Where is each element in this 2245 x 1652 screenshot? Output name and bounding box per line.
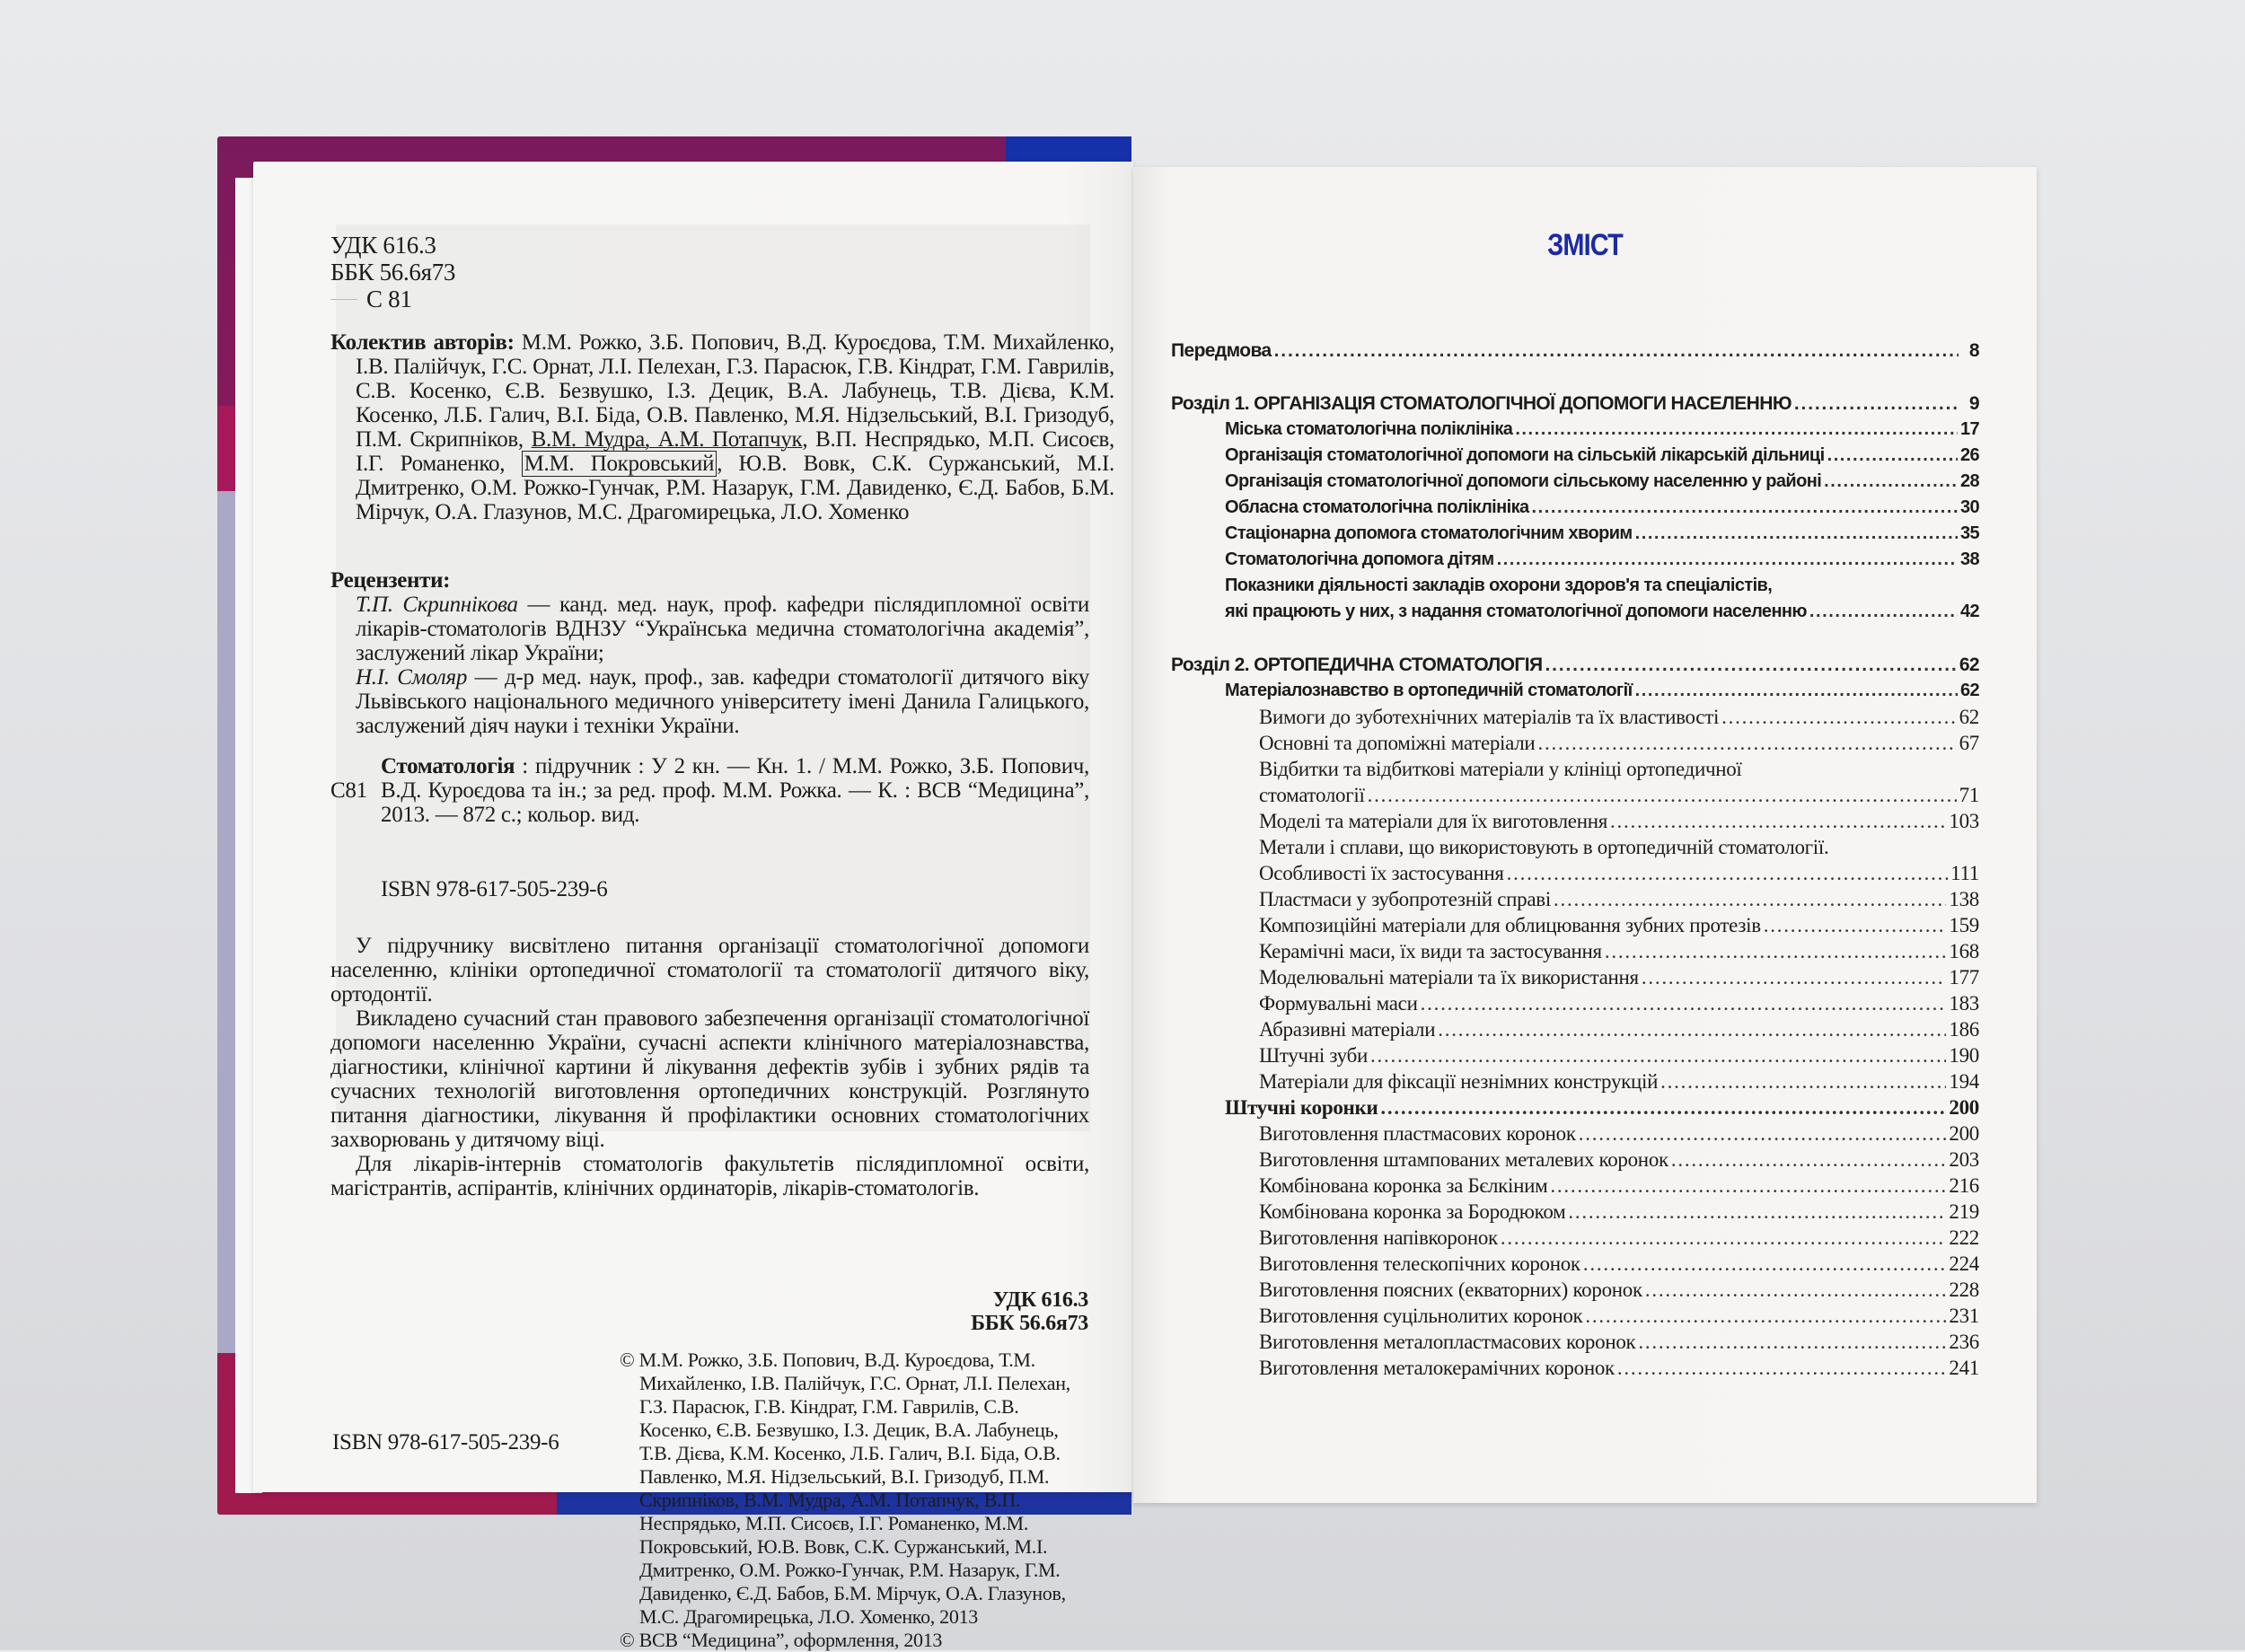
toc-entry[interactable]: Матеріали для фіксації незнімних конструкцій . . . 194: [1171, 1068, 1979, 1094]
toc-entry-preface[interactable]: Передмова . . . 8: [1171, 338, 1979, 364]
biblio-description: : підручник : У 2 кн. — Кн. 1. / М.М. Рожко, З.Б. Попович, В.Д. Куроєдова та ін.; за ред. проф. М.М. Рожка. — К. : ВСВ “Медицина”, 2013. — 872 с.; кольор. вид.: [381, 754, 1089, 827]
toc-entry[interactable]: Виготовлення пластмасових коронок . . . 200: [1171, 1120, 1979, 1147]
copyright-publisher: © ВСВ “Медицина”, оформлення, 2013: [620, 1629, 943, 1651]
isbn-bottom: ISBN 978-617-505-239-6: [332, 1430, 559, 1454]
authors-block: [330, 330, 1114, 524]
author-mark: С 81: [330, 286, 455, 312]
copyright-authors: © М.М. Рожко, З.Б. Попович, В.Д. Куроєдова, Т.М. Михайленко, І.В. Палійчук, Г.С. Орнат, Л.І. Пелехан, Г.З. Парасюк, Г.В. Кіндрат, Г.М. Гаврилів, С.В. Косенко, Є.В. Безвушко, І.З. Децик, В.А. Лабунець, Т.В. Дієва, К.М. Косенко, Л.Б. Галич, В.І. Біда, О.В. Павленко, М.Я. Нідзельський, В.І. Гризодуб, П.М. Скрипніков, В.М. Мудра, А.М. Потапчук, В.П. Неспрядько, М.П. Сисоєв, І.Г. Романенко, М.М. Покровський, Ю.В. Вовк, С.К. Суржанський, М.І. Дмитренко, О.М. Рожко-Гунчак, Р.М. Назарук, Г.М. Давиденко, Є.Д. Бабов, Б.М. Мірчук, О.А. Глазунов, М.С. Драгомирецька, Л.О. Хоменко, 2013: [620, 1349, 1070, 1628]
toc-entry[interactable]: Виготовлення металопластмасових коронок . . . 236: [1171, 1329, 1979, 1355]
toc-entry[interactable]: Особливості їх застосування . . . 111: [1171, 860, 1979, 886]
reviewer-desc: — канд. мед. наук, проф. кафедри післядипломної освіти лікарів-стоматологів ВДНЗУ “Українська медична стоматологічна академія”, заслужений лікар України;: [356, 593, 1089, 665]
authors-text-3: , Ю.В. Вовк, С.К. Суржанський, М.І. Дмитренко, О.М. Рожко-Гунчак, Р.М. Назарук, Г.М. Давиденко, Є.Д. Бабов, Б.М. Мірчук, О.А. Глазунов, М.С. Драгомирецька, Л.О. Хоменко: [356, 452, 1114, 524]
toc-entry[interactable]: Комбінована коронка за Бєлкіним . . . 216: [1171, 1173, 1979, 1199]
isbn: ISBN 978-617-505-239-6: [381, 877, 608, 901]
authors-underlined: В.М. Мудра, А.М. Потапчук: [531, 427, 803, 452]
bbk-code: ББК 56.6я73: [971, 1312, 1088, 1335]
left-page: [253, 162, 1133, 1651]
bibliographic-record: [330, 754, 1089, 827]
toc-entry[interactable]: Штучні зуби . . . 190: [1171, 1042, 1979, 1068]
authors-label: Колектив авторів:: [330, 330, 515, 355]
toc-entry-materials[interactable]: Матеріалознавство в ортопедичній стоматології . . . 62: [1171, 678, 1979, 704]
toc-entry[interactable]: Виготовлення напівкоронок . . . 222: [1171, 1225, 1979, 1251]
toc-entry-line1[interactable]: Показники діяльності закладів охорони здоров'я та спеціалістів,: [1225, 576, 1773, 595]
reviewer-name: Н.І. Смоляр: [356, 665, 468, 690]
toc-entry[interactable]: Пластмаси у зубопротезній справі . . . 138: [1171, 886, 1979, 912]
toc-entry[interactable]: Вимоги до зуботехнічних матеріалів та їх властивості . . . 62: [1171, 704, 1979, 730]
toc-entry[interactable]: Виготовлення металокерамічних коронок . . . 241: [1171, 1355, 1979, 1381]
reviewer-item: [330, 593, 1089, 665]
toc-entry[interactable]: Виготовлення штампованих металевих коронок . . . 203: [1171, 1147, 1979, 1173]
toc-entry[interactable]: Виготовлення телескопічних коронок . . . 224: [1171, 1251, 1979, 1277]
toc-entry-section-1[interactable]: Розділ 1. ОРГАНІЗАЦІЯ СТОМАТОЛОГІЧНОЇ ДОПОМОГИ НАСЕЛЕННЮ . . . 9: [1171, 391, 1979, 417]
toc-entry[interactable]: Організація стоматологічної допомоги сільському населенню у районі . . . 28: [1171, 469, 1979, 495]
authors-text-2: , В.П. Неспрядько, М.П. Сисоєв, І.Г. Романенко,: [356, 427, 1114, 476]
toc-entry-section-2[interactable]: Розділ 2. ОРТОПЕДИЧНА СТОМАТОЛОГІЯ . . . 62: [1171, 652, 1979, 678]
toc-entry[interactable]: Виготовлення суцільнолитих коронок . . . 231: [1171, 1303, 1979, 1329]
udk-code: УДК 616.3: [992, 1288, 1088, 1312]
toc-entry[interactable]: які працюють у них, з надання стоматологічної допомоги населенню . . . 42: [1171, 599, 1979, 625]
copyright-block: [620, 1349, 1078, 1652]
biblio-title: Стоматологія: [381, 754, 515, 778]
toc-entry-crowns[interactable]: Штучні коронки . . . 200: [1171, 1094, 1979, 1120]
toc-entry[interactable]: Організація стоматологічної допомоги на сільській лікарській дільниці . . . 26: [1171, 443, 1979, 469]
reviewers-block: [330, 568, 1089, 738]
toc-entry[interactable]: Абразивні матеріали . . . 186: [1171, 1016, 1979, 1042]
page-title: ЗМІСТ: [1547, 228, 1623, 262]
toc-entry[interactable]: Моделі та матеріали для їх виготовлення . . . 103: [1171, 808, 1979, 834]
toc-entry-line1[interactable]: Відбитки та відбиткові матеріали у клініці ортопедичної: [1259, 758, 1742, 780]
bbk-code: ББК 56.6я73: [330, 259, 456, 286]
toc-entry[interactable]: Основні та допоміжні матеріали . . . 67: [1171, 730, 1979, 756]
reviewer-item: [330, 665, 1089, 738]
abstract: [330, 934, 1089, 1200]
toc-entry[interactable]: Міська стоматологічна поліклініка . . . 17: [1171, 417, 1979, 443]
toc-entry[interactable]: Виготовлення поясних (екваторних) коронок . . . 228: [1171, 1277, 1979, 1303]
toc-entry[interactable]: Стаціонарна допомога стоматологічним хворим . . . 35: [1171, 521, 1979, 547]
reviewer-name: Т.П. Скрипнікова: [356, 593, 518, 617]
toc-entry[interactable]: Керамічні маси, їх види та застосування . . . 168: [1171, 938, 1979, 964]
udk-code: УДК 616.3: [330, 232, 436, 259]
toc-entry[interactable]: Обласна стоматологічна поліклініка . . . 30: [1171, 495, 1979, 521]
authors-text-1: М.М. Рожко, З.Б. Попович, В.Д. Куроєдова, Т.М. Михайленко, І.В. Палійчук, Г.С. Орнат, Л.І. Пелехан, Г.З. Парасюк, Г.В. Кіндрат, Г.М. Гаврилів, С.В. Косенко, Є.В. Безвушко, І.З. Децик, В.А. Лабунець, Т.В. Дієва, К.М. Косенко, Л.Б. Галич, В.І. Біда, О.В. Павленко, М.Я. Нідзельський, В.І. Гризодуб, П.М. Скрипніков,: [356, 330, 1114, 452]
toc-entry[interactable]: стоматології . . . 71: [1171, 782, 1979, 808]
toc-entry[interactable]: Стоматологічна допомога дітям . . . 38: [1171, 547, 1979, 573]
biblio-code: С81: [330, 778, 367, 803]
toc-entry-line1[interactable]: Метали і сплави, що використовують в ортопедичній стоматології.: [1259, 836, 1829, 858]
abstract-paragraph: Для лікарів-інтернів стоматологів факультетів післядипломної освіти, магістрантів, аспірантів, клінічних ординаторів, лікарів-стоматологів.: [330, 1152, 1089, 1200]
classification-codes: [330, 232, 455, 312]
toc-entry[interactable]: Формувальні маси . . . 183: [1171, 990, 1979, 1016]
table-of-contents: [1171, 338, 1979, 1381]
right-page: [1133, 167, 2037, 1503]
toc-entry[interactable]: Моделювальні матеріали та їх використання . . . 177: [1171, 964, 1979, 990]
abstract-paragraph: У підручнику висвітлено питання організації стоматологічної допомоги населенню, клініки ортопедичної стоматології та стоматології дитячого віку, ортодонтії.: [330, 934, 1089, 1006]
reviewer-desc: — д-р мед. наук, проф., зав. кафедри стоматології дитячого віку Львівського національного медичного університету імені Данила Галицького, заслужений діяч науки і техніки України.: [356, 665, 1089, 738]
authors-boxed-name: М.М. Покровський: [522, 451, 718, 477]
toc-entry[interactable]: Композиційні матеріали для облицювання зубних протезів . . . 159: [1171, 912, 1979, 938]
classification-codes-bottom: [819, 1288, 1088, 1335]
abstract-paragraph: Викладено сучасний стан правового забезпечення організації стоматологічної допомоги населенню України, сучасні аспекти клінічного матеріалознавства, діагностики, клінічної картини й лікування дефектів зубів і зубних рядів та сучасних технологій виготовлення ортопедичних конструкцій. Розглянуто питання діагностики, лікування й профілактики основних стоматологічних захворювань у дитячому віці.: [330, 1006, 1089, 1152]
toc-entry[interactable]: Комбінована коронка за Бородюком . . . 219: [1171, 1199, 1979, 1225]
reviewers-label: Рецензенти:: [330, 568, 451, 593]
